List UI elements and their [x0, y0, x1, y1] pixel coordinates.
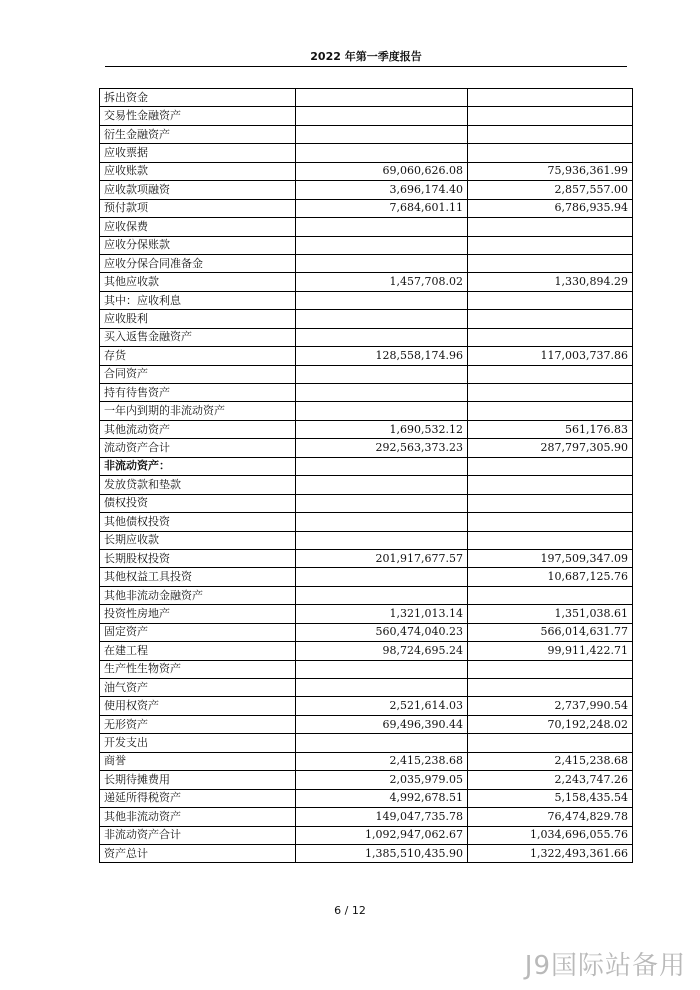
row-value-prior: 2,857,557.00 [468, 181, 633, 199]
row-value-current [296, 513, 468, 531]
row-value-prior [468, 679, 633, 697]
row-value-current: 128,558,174.96 [296, 347, 468, 365]
row-value-prior [468, 457, 633, 475]
row-item-name: 应收股利 [100, 310, 296, 328]
watermark-text: J9国际站备用 [524, 951, 686, 981]
row-value-prior [468, 310, 633, 328]
row-value-current [296, 144, 468, 162]
row-value-current: 292,563,373.23 [296, 439, 468, 457]
row-value-prior: 1,034,696,055.76 [468, 826, 633, 844]
row-value-current [296, 586, 468, 604]
row-value-current [296, 457, 468, 475]
row-item-name: 交易性金融资产 [100, 107, 296, 125]
row-value-prior [468, 494, 633, 512]
row-value-prior [468, 513, 633, 531]
row-value-current: 2,415,238.68 [296, 752, 468, 770]
table-row [100, 162, 633, 180]
row-value-prior: 2,415,238.68 [468, 752, 633, 770]
row-item-name: 其他流动资产 [100, 420, 296, 438]
row-value-current [296, 328, 468, 346]
row-value-current [296, 107, 468, 125]
row-value-current [296, 254, 468, 272]
table-row [100, 89, 633, 107]
row-item-name: 资产总计 [100, 844, 296, 862]
row-item-name: 应收账款 [100, 162, 296, 180]
table-row [100, 236, 633, 254]
row-value-current [296, 660, 468, 678]
table-row [100, 697, 633, 715]
row-value-current [296, 384, 468, 402]
row-value-prior [468, 365, 633, 383]
report-header-title: 2022 年第一季度报告 [310, 50, 422, 63]
table-row [100, 420, 633, 438]
table-row [100, 605, 633, 623]
row-item-name: 其中：应收利息 [100, 291, 296, 309]
row-value-prior: 2,243,747.26 [468, 771, 633, 789]
table-row [100, 254, 633, 272]
table-row [100, 752, 633, 770]
row-value-current: 2,521,614.03 [296, 697, 468, 715]
balance-sheet-table [99, 88, 633, 863]
row-item-name: 其他非流动资产 [100, 808, 296, 826]
row-value-current [296, 402, 468, 420]
row-value-current: 69,496,390.44 [296, 715, 468, 733]
row-item-name: 投资性房地产 [100, 605, 296, 623]
row-value-current: 1,690,532.12 [296, 420, 468, 438]
table-row [100, 715, 633, 733]
table-row [100, 734, 633, 752]
row-item-name: 应收分保账款 [100, 236, 296, 254]
row-item-name: 预付款项 [100, 199, 296, 217]
row-value-prior: 287,797,305.90 [468, 439, 633, 457]
row-value-prior: 117,003,737.86 [468, 347, 633, 365]
row-value-prior [468, 144, 633, 162]
row-value-current: 98,724,695.24 [296, 642, 468, 660]
row-value-current: 4,992,678.51 [296, 789, 468, 807]
row-value-prior: 76,474,829.78 [468, 808, 633, 826]
table-row [100, 623, 633, 641]
row-item-name: 一年内到期的非流动资产 [100, 402, 296, 420]
balance-sheet-body [100, 89, 633, 863]
row-value-current: 201,917,677.57 [296, 549, 468, 567]
table-row [100, 826, 633, 844]
row-item-name: 其他债权投资 [100, 513, 296, 531]
table-row [100, 310, 633, 328]
row-value-current: 149,047,735.78 [296, 808, 468, 826]
row-item-name: 其他非流动金融资产 [100, 586, 296, 604]
row-value-current: 1,092,947,062.67 [296, 826, 468, 844]
row-value-prior [468, 125, 633, 143]
row-value-current: 1,457,708.02 [296, 273, 468, 291]
row-item-name: 应收保费 [100, 218, 296, 236]
row-value-prior [468, 236, 633, 254]
row-item-name: 在建工程 [100, 642, 296, 660]
row-value-current [296, 310, 468, 328]
row-value-prior: 566,014,631.77 [468, 623, 633, 641]
row-value-current: 2,035,979.05 [296, 771, 468, 789]
table-row [100, 291, 633, 309]
row-item-name: 开发支出 [100, 734, 296, 752]
row-value-current [296, 125, 468, 143]
row-value-current: 560,474,040.23 [296, 623, 468, 641]
row-value-prior [468, 531, 633, 549]
row-value-prior [468, 291, 633, 309]
table-row [100, 365, 633, 383]
row-value-prior: 2,737,990.54 [468, 697, 633, 715]
row-value-prior: 197,509,347.09 [468, 549, 633, 567]
row-value-prior: 1,351,038.61 [468, 605, 633, 623]
table-row [100, 549, 633, 567]
table-row [100, 181, 633, 199]
table-row [100, 531, 633, 549]
table-row [100, 218, 633, 236]
row-item-name: 使用权资产 [100, 697, 296, 715]
table-row [100, 384, 633, 402]
row-item-name: 长期股权投资 [100, 549, 296, 567]
row-item-name: 应收款项融资 [100, 181, 296, 199]
row-item-name: 油气资产 [100, 679, 296, 697]
row-value-current [296, 89, 468, 107]
row-value-prior [468, 384, 633, 402]
row-value-current [296, 679, 468, 697]
table-row [100, 199, 633, 217]
table-row [100, 660, 633, 678]
table-row [100, 144, 633, 162]
row-item-name: 衍生金融资产 [100, 125, 296, 143]
row-value-current [296, 734, 468, 752]
row-value-prior: 6,786,935.94 [468, 199, 633, 217]
table-row [100, 771, 633, 789]
row-item-name: 非流动资产合计 [100, 826, 296, 844]
row-value-prior: 1,322,493,361.66 [468, 844, 633, 862]
row-value-current: 3,696,174.40 [296, 181, 468, 199]
table-row [100, 789, 633, 807]
row-item-name: 合同资产 [100, 365, 296, 383]
row-item-name: 长期应收款 [100, 531, 296, 549]
row-value-prior [468, 476, 633, 494]
row-value-prior: 70,192,248.02 [468, 715, 633, 733]
row-value-prior: 10,687,125.76 [468, 568, 633, 586]
table-row [100, 586, 633, 604]
row-item-name: 非流动资产： [100, 457, 296, 475]
row-item-name: 存货 [100, 347, 296, 365]
row-value-prior: 561,176.83 [468, 420, 633, 438]
row-value-current: 1,321,013.14 [296, 605, 468, 623]
row-value-prior: 75,936,361.99 [468, 162, 633, 180]
row-item-name: 债权投资 [100, 494, 296, 512]
row-value-prior [468, 660, 633, 678]
table-row [100, 347, 633, 365]
table-row [100, 642, 633, 660]
row-item-name: 其他权益工具投资 [100, 568, 296, 586]
table-row [100, 513, 633, 531]
table-row [100, 808, 633, 826]
row-value-prior [468, 254, 633, 272]
table-row [100, 125, 633, 143]
table-row [100, 107, 633, 125]
row-item-name: 持有待售资产 [100, 384, 296, 402]
table-row [100, 844, 633, 862]
row-value-prior [468, 218, 633, 236]
row-value-current [296, 494, 468, 512]
row-value-prior [468, 734, 633, 752]
row-value-current [296, 218, 468, 236]
row-value-prior: 5,158,435.54 [468, 789, 633, 807]
row-value-current: 1,385,510,435.90 [296, 844, 468, 862]
table-row [100, 328, 633, 346]
table-row [100, 273, 633, 291]
row-item-name: 商誉 [100, 752, 296, 770]
row-item-name: 应收分保合同准备金 [100, 254, 296, 272]
table-row [100, 679, 633, 697]
row-item-name: 其他应收款 [100, 273, 296, 291]
row-value-prior [468, 89, 633, 107]
header-divider [105, 66, 627, 67]
row-value-prior: 99,911,422.71 [468, 642, 633, 660]
row-item-name: 固定资产 [100, 623, 296, 641]
row-value-prior [468, 328, 633, 346]
row-value-current [296, 291, 468, 309]
page-number: 6 / 12 [334, 904, 366, 917]
table-row [100, 568, 633, 586]
row-item-name: 买入返售金融资产 [100, 328, 296, 346]
row-item-name: 递延所得税资产 [100, 789, 296, 807]
row-value-prior [468, 586, 633, 604]
row-item-name: 流动资产合计 [100, 439, 296, 457]
row-value-prior [468, 402, 633, 420]
row-item-name: 应收票据 [100, 144, 296, 162]
row-value-current: 7,684,601.11 [296, 199, 468, 217]
table-row [100, 439, 633, 457]
row-value-current [296, 236, 468, 254]
table-row [100, 476, 633, 494]
row-value-prior: 1,330,894.29 [468, 273, 633, 291]
table-row [100, 402, 633, 420]
row-item-name: 长期待摊费用 [100, 771, 296, 789]
row-item-name: 无形资产 [100, 715, 296, 733]
row-item-name: 拆出资金 [100, 89, 296, 107]
table-row [100, 457, 633, 475]
table-row [100, 494, 633, 512]
row-value-current: 69,060,626.08 [296, 162, 468, 180]
row-value-current [296, 476, 468, 494]
row-item-name: 生产性生物资产 [100, 660, 296, 678]
row-value-prior [468, 107, 633, 125]
row-value-current [296, 568, 468, 586]
row-value-current [296, 531, 468, 549]
row-item-name: 发放贷款和垫款 [100, 476, 296, 494]
row-value-current [296, 365, 468, 383]
